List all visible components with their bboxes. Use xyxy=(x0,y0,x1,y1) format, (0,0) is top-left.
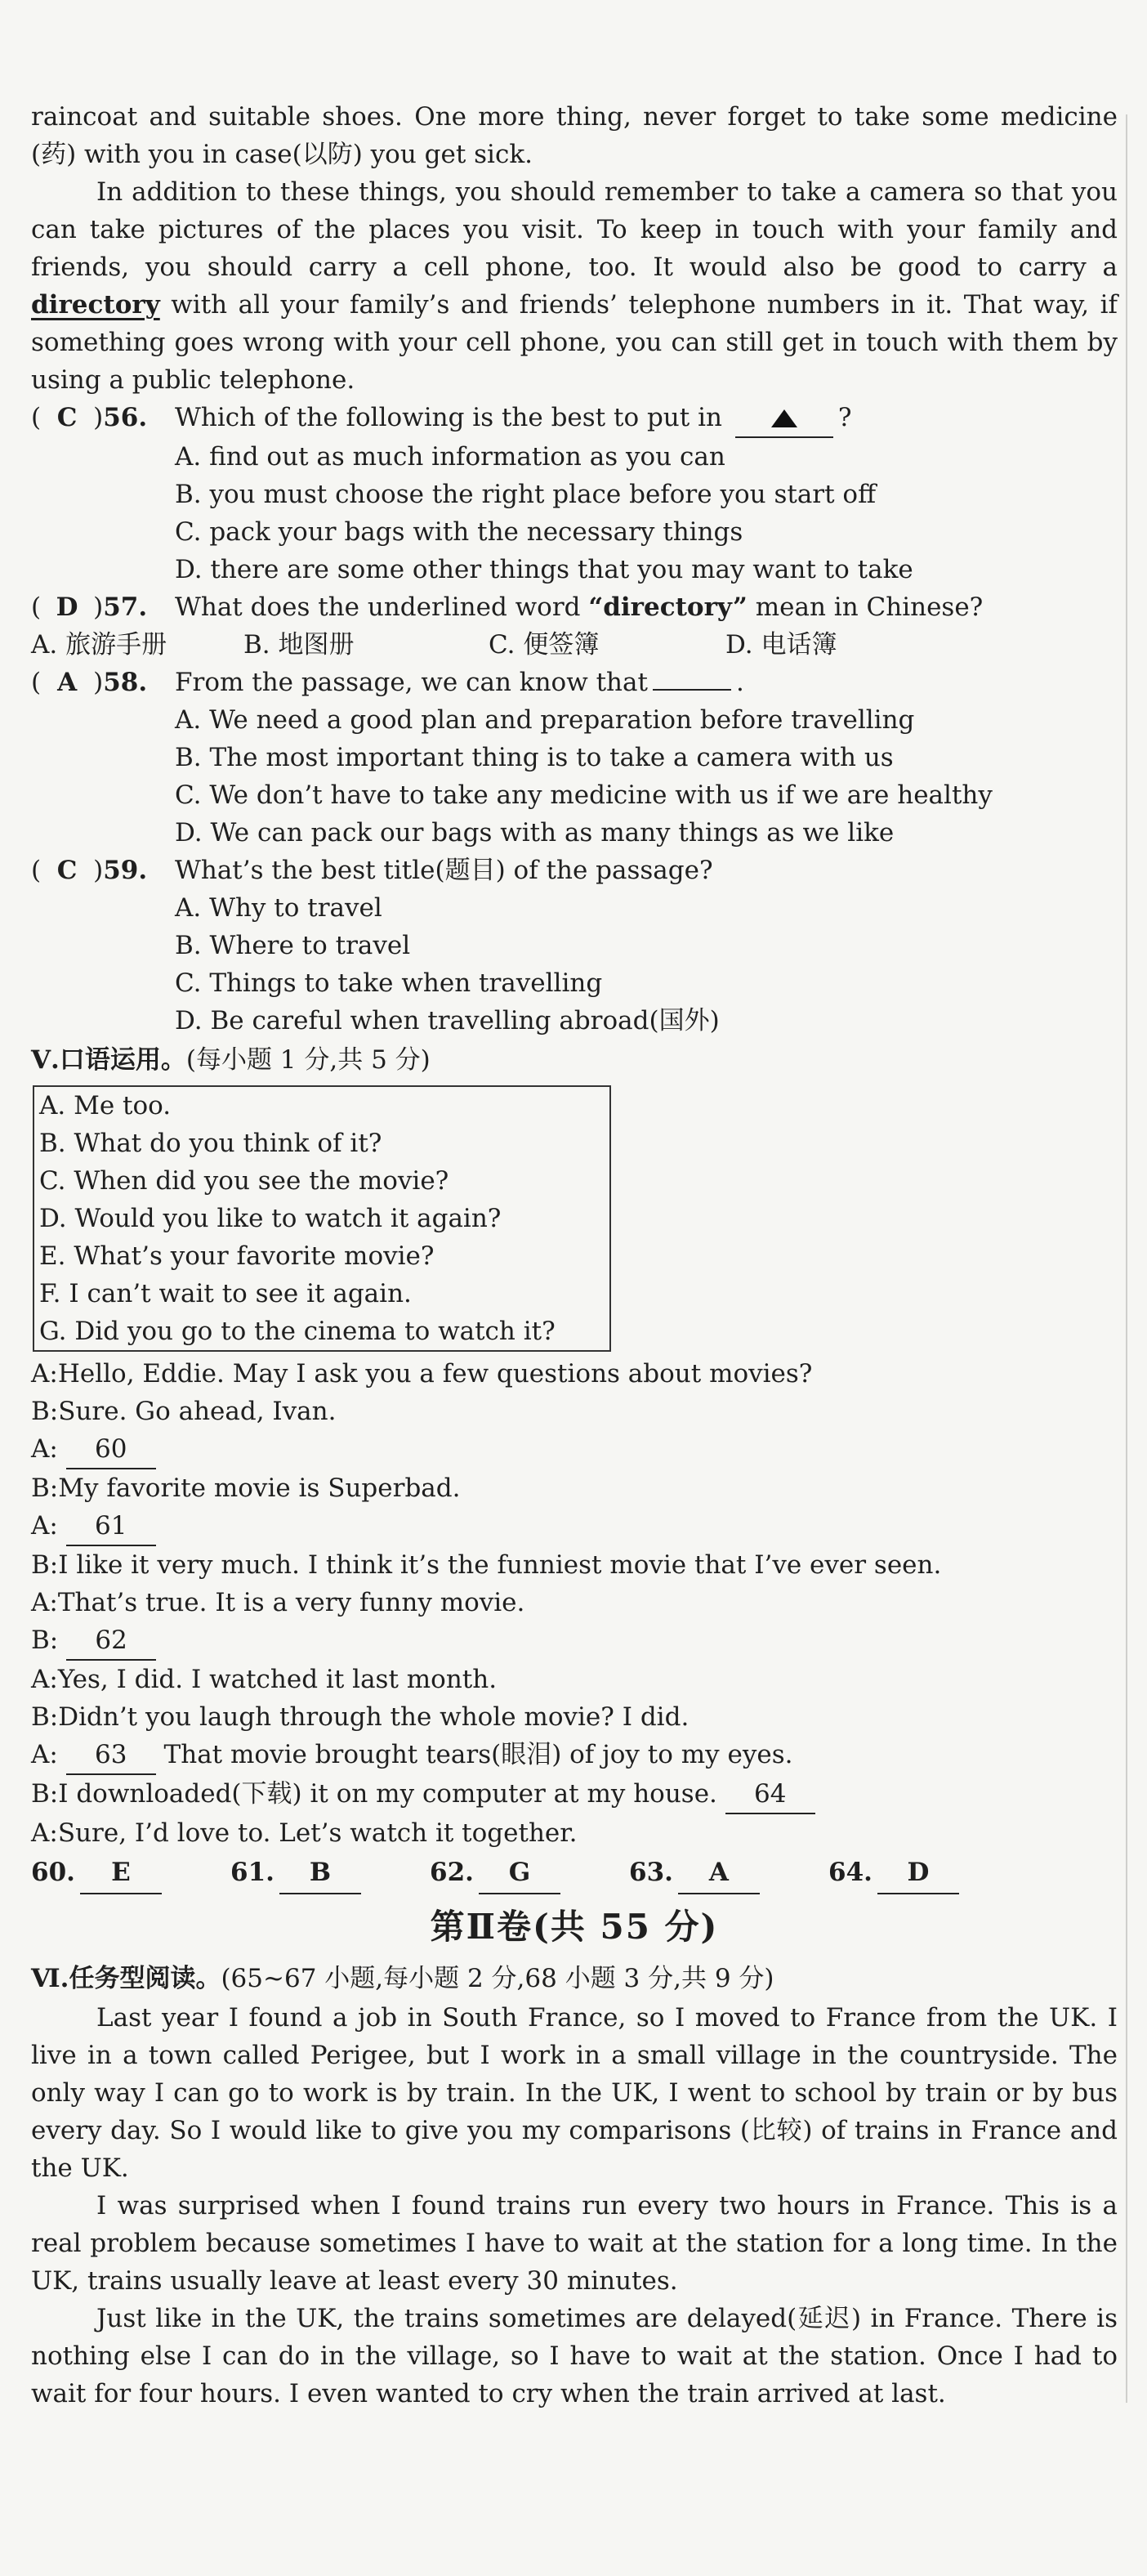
passage-paragraph: raincoat and suitable shoes. One more thing, never forget to take some medicine (药) with you in case(以防) you get sick. xyxy=(31,102,1118,169)
question-56: ( C )56. Which of the following is the best to put in ? xyxy=(31,399,1118,438)
dialogue-line: B: 62 xyxy=(31,1621,1118,1661)
passage-paragraph: Just like in the UK, the trains sometimes are delayed(延迟) in France. There is nothing else I can do in the village, so I have to wait at the station. Once I had to wait for four hours. I even wanted to cry when the train arrived at last. xyxy=(31,2304,1118,2408)
blank-line xyxy=(653,689,731,691)
option-row xyxy=(31,626,1118,664)
box-option: A. Me too. xyxy=(39,1091,172,1120)
dialogue-line: B:I downloaded(下载) it on my computer at my house. 64 xyxy=(31,1775,1118,1814)
answer-item: 64. D xyxy=(828,1852,959,1894)
option: D. Be careful when travelling abroad(国外) xyxy=(175,1006,720,1035)
dialogue-blank: 61 xyxy=(66,1507,156,1546)
option: C. pack your bags with the necessary things xyxy=(175,517,743,547)
answer-item: 63. A xyxy=(629,1852,828,1894)
blank-line xyxy=(735,399,833,438)
option: D. 电话簿 xyxy=(725,630,837,660)
box-option: D. Would you like to watch it again? xyxy=(39,1204,502,1233)
dialogue-line: B:My favorite movie is Superbad. xyxy=(31,1474,461,1503)
dialogue-line: B:Sure. Go ahead, Ivan. xyxy=(31,1397,337,1426)
option: A. find out as much information as you can xyxy=(175,442,725,472)
box-option: E. What’s your favorite movie? xyxy=(39,1241,435,1271)
triangle-icon xyxy=(771,409,797,427)
option: C. Things to take when travelling xyxy=(175,968,603,998)
passage-paragraph: Last year I found a job in South France, so I moved to France from the UK. I live in a town called Perigee, but I work in a small village in the countryside. The only way I can go to work is by train. In the UK, I went to school by train or by bus every day. So I would like to give you my comparisons (比较) of trains in France and the UK. xyxy=(31,2003,1118,2183)
answer-mark: C xyxy=(56,856,78,885)
dialogue-line: A:That’s true. It is a very funny movie. xyxy=(31,1588,525,1617)
question-stem: What’s the best title(题目) of the passage? xyxy=(175,856,713,885)
question-57: ( D )57. What does the underlined word “directory” mean in Chinese? xyxy=(31,588,1118,626)
option: B. you must choose the right place before you start off xyxy=(175,480,877,509)
passage-paragraph: In addition to these things, you should remember to take a camera so that you can take pictures of the places you visit. To keep in touch with your family and friends, you should carry a cell phone, too. It would also be good to carry a directory with all your family’s and friends’ telephone numbers in it. That way, if something goes wrong with your cell phone, you can still get in touch with them by using a public telephone. xyxy=(31,177,1118,395)
dialogue-blank: 63 xyxy=(66,1736,156,1775)
question-58: ( A )58. From the passage, we can know that . xyxy=(31,664,1118,701)
question-stem: Which of the following is the best to put in xyxy=(175,403,722,432)
section-heading: Ⅴ.口语运用。(每小题 1 分,共 5 分) xyxy=(31,1045,431,1075)
option: A. 旅游手册 xyxy=(31,630,167,660)
option: B. Where to travel xyxy=(175,931,411,960)
dialogue-blank: 64 xyxy=(725,1775,815,1814)
passage-paragraph: I was surprised when I found trains run every two hours in France. This is a real problem because sometimes I have to wait at the station for a long time. In the UK, trains usually leave at least every 30 minutes. xyxy=(31,2191,1118,2296)
option: A. We need a good plan and preparation before travelling xyxy=(175,705,915,735)
answer-row xyxy=(31,1852,1118,1894)
volume-title: 第Ⅱ卷(共 55 分) xyxy=(430,1907,719,1947)
box-option: C. When did you see the movie? xyxy=(39,1166,449,1196)
option: D. We can pack our bags with as many things as we like xyxy=(175,818,895,847)
dialogue-line: A:Hello, Eddie. May I ask you a few questions about movies? xyxy=(31,1359,813,1389)
dialogue-line: A: 61 xyxy=(31,1507,1118,1546)
answer-item: 60. E xyxy=(31,1852,230,1894)
dialogue-line: A: 60 xyxy=(31,1430,1118,1469)
question-59: ( C )59. What’s the best title(题目) of the passage? xyxy=(31,852,1118,889)
option: C. 便签簿 xyxy=(489,630,600,660)
box-option: B. What do you think of it? xyxy=(39,1129,382,1158)
dialogue-blank: 62 xyxy=(66,1621,156,1661)
dialogue-line: A:Yes, I did. I watched it last month. xyxy=(31,1665,498,1694)
box-option: F. I can’t wait to see it again. xyxy=(39,1279,412,1308)
answer-mark: D xyxy=(56,593,78,622)
underlined-word: directory xyxy=(31,290,160,320)
page-margin-line xyxy=(1126,114,1127,2403)
option: C. We don’t have to take any medicine with us if we are healthy xyxy=(175,780,993,810)
option: B. The most important thing is to take a camera with us xyxy=(175,743,894,772)
option: B. 地图册 xyxy=(243,630,355,660)
dialogue-line: A:Sure, I’d love to. Let’s watch it together. xyxy=(31,1818,578,1848)
worksheet-page xyxy=(31,98,1118,2413)
dialogue-line: B:I like it very much. I think it’s the funniest movie that I’ve ever seen. xyxy=(31,1550,942,1580)
section-heading: Ⅵ.任务型阅读。(65~67 小题,每小题 2 分,68 小题 3 分,共 9 分) xyxy=(31,1964,774,1993)
option: D. there are some other things that you may want to take xyxy=(175,555,913,584)
answer-item: 62. G xyxy=(430,1852,629,1894)
dialogue-line: B:Didn’t you laugh through the whole movie? I did. xyxy=(31,1702,690,1732)
dialogue-line: A: 63 That movie brought tears(眼泪) of joy to my eyes. xyxy=(31,1736,1118,1775)
answer-mark: C xyxy=(56,403,78,432)
options-box xyxy=(33,1085,611,1352)
box-option: G. Did you go to the cinema to watch it? xyxy=(39,1317,556,1346)
answer-item: 61. B xyxy=(230,1852,430,1894)
answer-mark: A xyxy=(57,668,78,697)
option: A. Why to travel xyxy=(175,893,382,923)
dialogue-blank: 60 xyxy=(66,1430,156,1469)
